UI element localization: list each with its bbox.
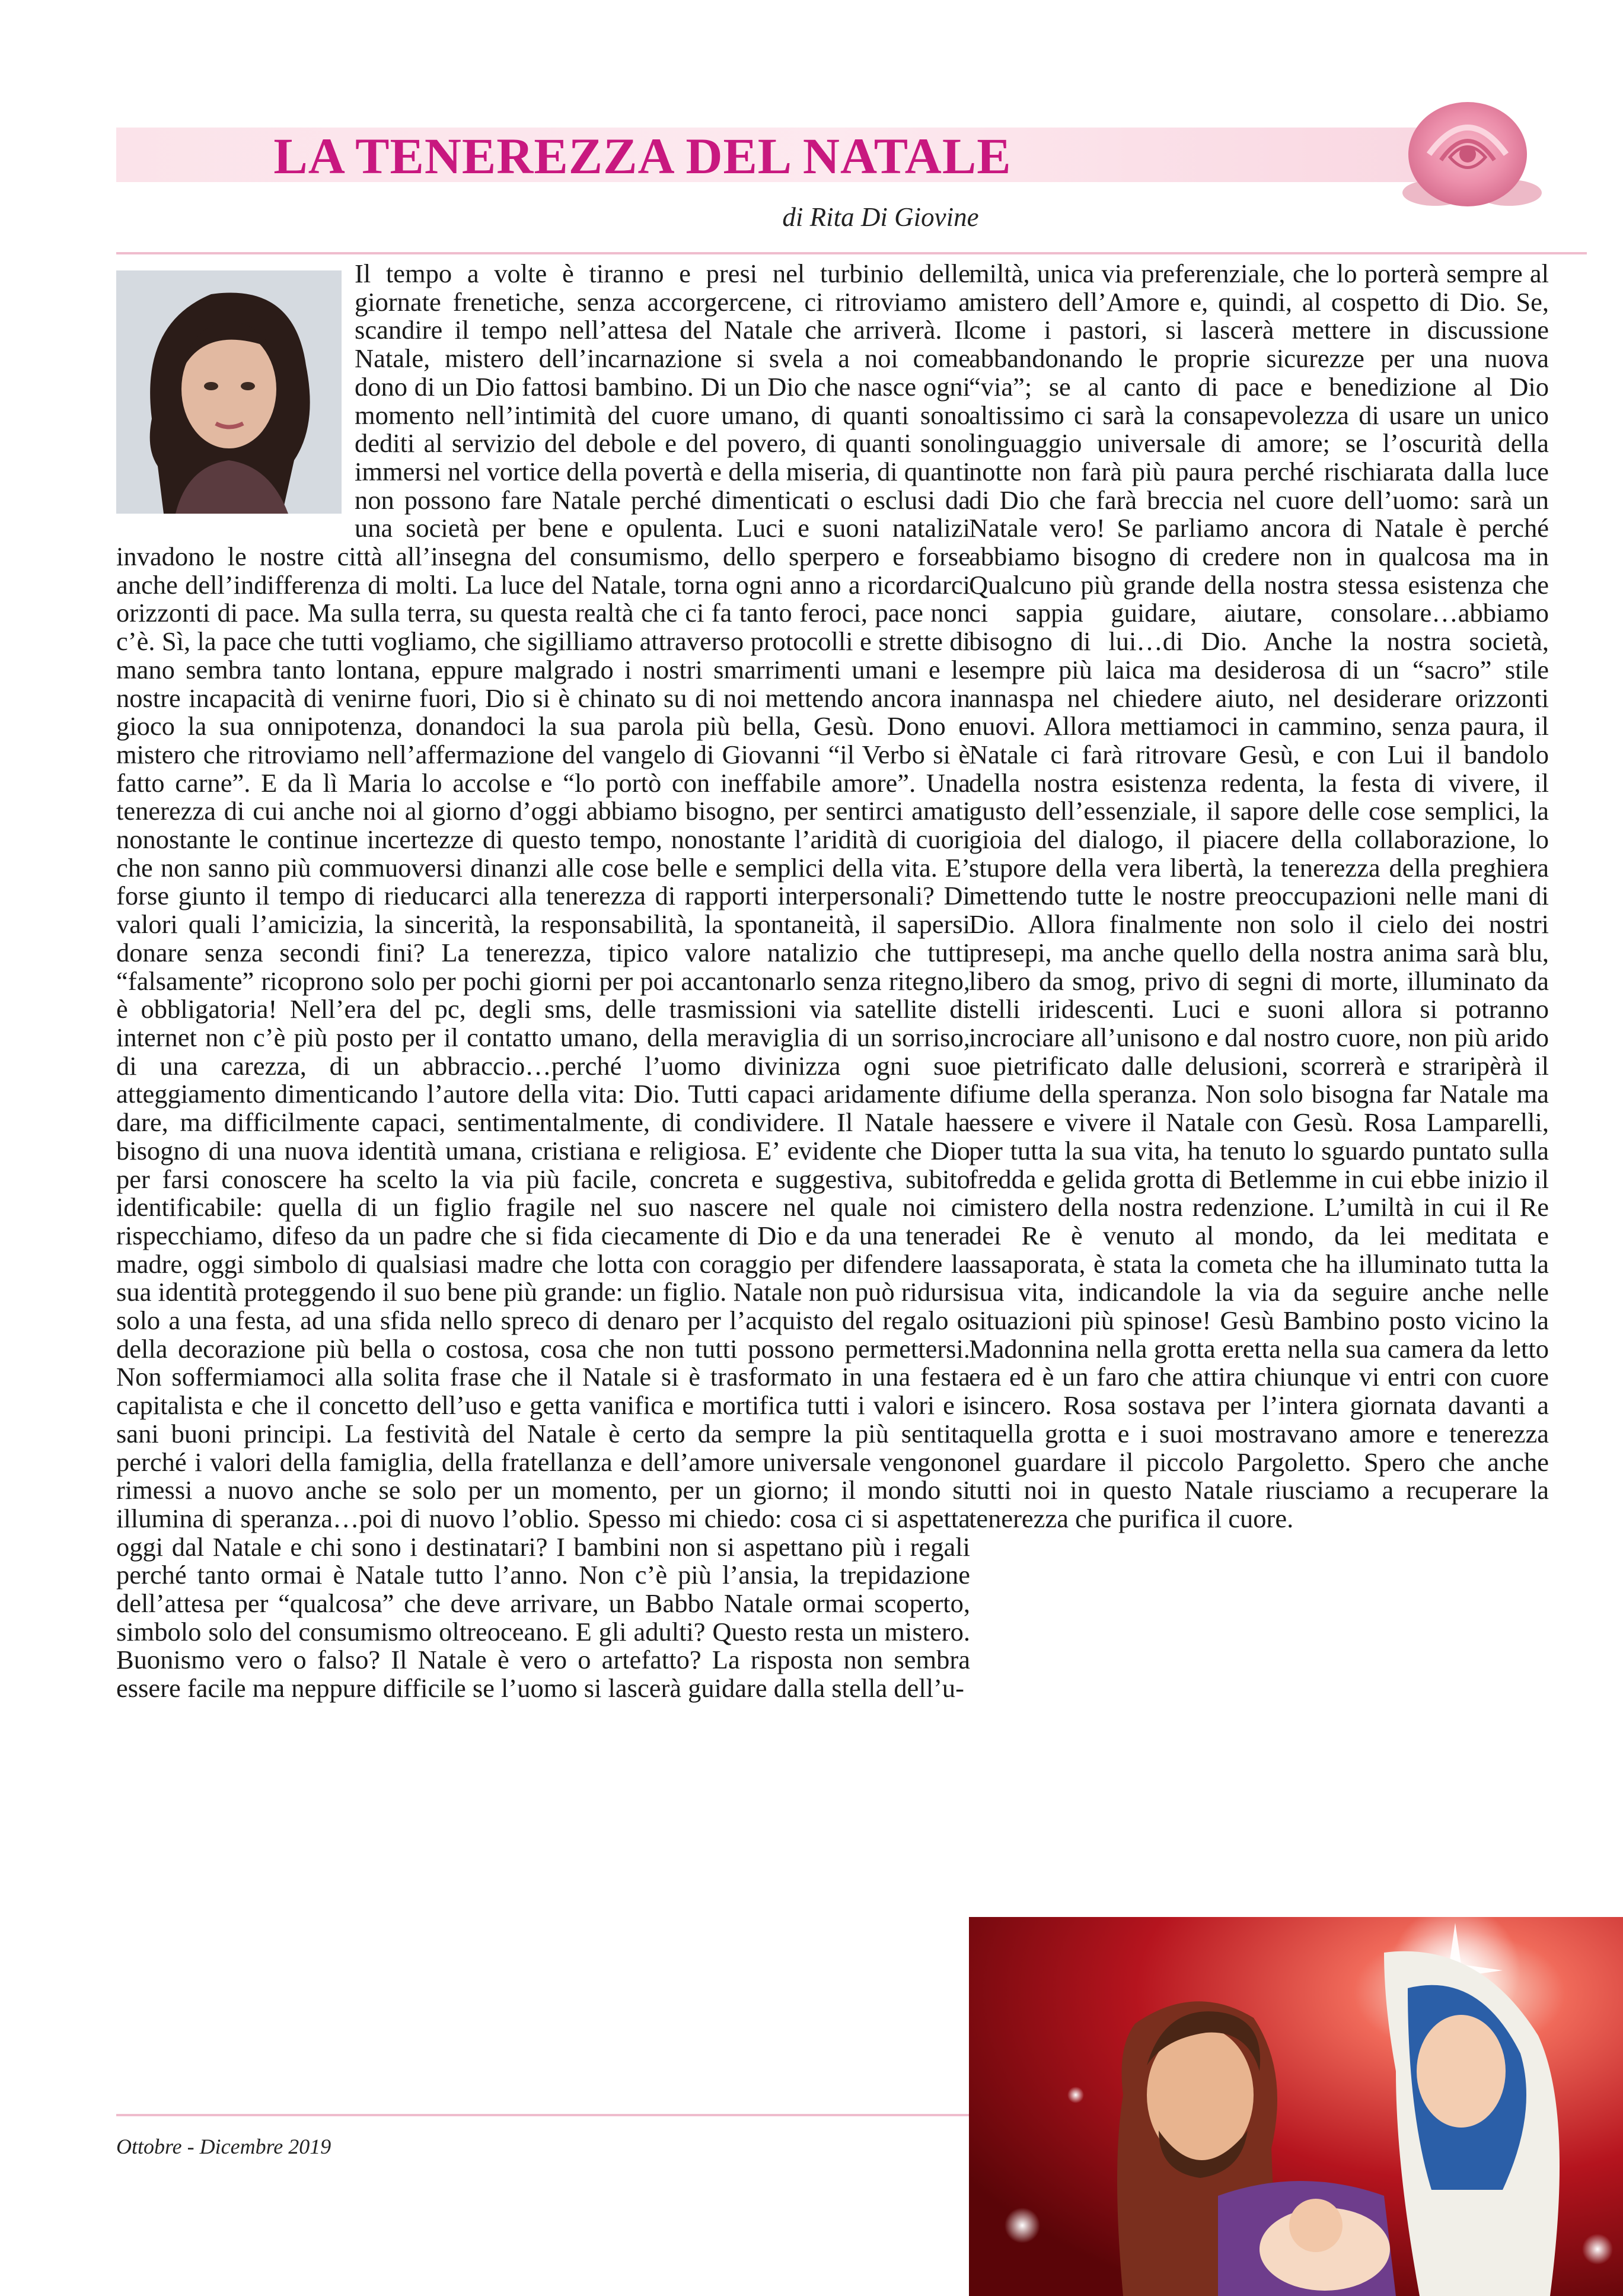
footer-divider xyxy=(116,2114,970,2116)
nativity-illustration xyxy=(969,1917,1623,2296)
article-column-left xyxy=(116,260,970,1703)
rose-icon xyxy=(1388,89,1548,219)
article-text-left: Il tempo a volte è tiranno e presi nel turbinio delle giornate frenetiche, senza accorgercene, ci ritroviamo a scandire il tempo nell’attesa del Natale che arriverà. Il Natale, mistero dell’incarnazione si svela a noi come dono di un Dio fattosi bambino. Di un Dio che nasce ogni momento nell’intimità del cuore umano, di quanti sono dediti al servizio del debole e del povero, di quanti sono immersi nel vortice della povertà e della miseria, di quanti non possono fare Natale perché dimenticati o esclusi da una società per bene e opulenta. Luci e suoni natalizi invadono le nostre città all’insegna del consumismo, dello sperpero e forse anche dell’indifferenza di molti. La luce del Natale, torna ogni anno a ricordarci orizzonti di pace. Ma sulla terra, su questa realtà che ci fa tanto feroci, pace non c’è. Sì, la pace che tutti vogliamo, che sigilliamo attraverso protocolli e strette di mano sembra tanto lontana, eppure malgrado i nostri smarrimenti umani e le nostre incapacità di venirne fuori, Dio si è chinato su di noi mettendo ancora in gioco la sua onnipotenza, donandoci la sua parola più bella, Gesù. Dono e mistero che ritroviamo nell’affermazione del vangelo di Giovanni “il Verbo si è fatto carne”. E da lì Maria lo accolse e “lo portò con ineffabile amore”. Una tenerezza di cui anche noi al giorno d’oggi abbiamo bisogno, per sentirci amati nonostante le continue incertezze di questo tempo, nonostante l’aridità di cuori che non sanno più commuoversi dinanzi alle cose belle e semplici della vita. E’ forse giunto il tempo di rieducarci alla tenerezza di rapporti interpersonali? Di valori quali l’amicizia, la sincerità, la responsabilità, la spontaneità, il sapersi donare senza secondi fini? La tenerezza, tipico valore natalizio che tutti “falsamente” ricoprono solo per pochi giorni per poi accantonarlo senza ritegno, è obbligatoria! Nell’era del pc, degli sms, delle trasmissioni via satellite di internet non c’è più posto per il contatto umano, della meraviglia di un sorriso, di una carezza, di un abbraccio…perché l’uomo divinizza ogni suo atteggiamento dimenticando l’autore della vita: Dio. Tutti capaci aridamente di dare, ma difficilmente capaci, sentimentalmente, di condividere. Il Natale ha bisogno di una nuova identità umana, cristiana e religiosa. E’ evidente che Dio per farsi conoscere ha scelto la via più facile, concreta e suggestiva, subito identificabile: quella di un figlio fragile nel suo nascere nel quale noi ci rispecchiamo, difeso da un padre che si fida ciecamente di Dio e da una tenera madre, oggi simbolo di qualsiasi madre che lotta con coraggio per difendere la sua identità proteggendo il suo bene più grande: un figlio. Natale non può ridursi solo a una festa, ad una sfida nello spreco di denaro per l’acquisto del regalo o della decorazione più bella o costosa, cosa che non tutti possono permettersi. Non soffermiamoci alla solita frase che il Natale si è trasformato in una festa capitalista e che il concetto dell’uso e getta vanifica e mortifica tutti i valori e i sani buoni principi. La festività del Natale è certo da sempre la più sentita perché i valori della famiglia, della fratellanza e dell’amore universale vengono rimessi a nuovo anche se solo per un momento, per un giorno; il mondo si illumina di speranza…poi di nuovo l’oblio. Spesso mi chiedo: cosa ci si aspetta oggi dal Natale e chi sono i destinatari? I bambini non si aspettano più i regali perché tanto ormai è Natale tutto l’anno. Non c’è più l’ansia, la trepidazione dell’attesa per “qualcosa” che deve arrivare, un Babbo Natale ormai scoperto, simbolo solo del consumismo oltreoceano. E gli adulti? Questo resta un mistero. Buonismo vero o falso? Il Natale è vero o artefatto? La risposta non sembra essere facile ma neppure difficile se l’uomo si lascerà guidare dalla stella dell’u- xyxy=(116,259,970,1703)
article-text-right: miltà, unica via preferenziale, che lo porterà sempre al mistero dell’Amore e, quindi, al cospetto di Dio. Se, come i pastori, si lascerà mettere in discussione abbandonando le proprie sicurezze per una nuova “via”; se al canto di pace e benedizione al Dio altissimo ci sarà la consapevolezza di usare un unico linguaggio universale di amore; se l’oscurità della notte non farà più paura perché rischiarata dalla luce di Dio che farà breccia nel cuore dell’uomo: sarà un Natale vero! Se parliamo ancora di Natale è perché abbiamo bisogno di credere non in qualcosa ma in Qualcuno più grande della nostra stessa esistenza che ci sappia guidare, aiutare, consolare…abbiamo bisogno di lui…di Dio. Anche la nostra società, sempre più laica ma desiderosa di un “sacro” stile annaspa nel chiedere aiuto, nel desiderare orizzonti nuovi. Allora mettiamoci in cammino, senza paura, il Natale ci farà ritrovare Gesù, e con Lui il bandolo della nostra esistenza redenta, la festa di vivere, il gusto dell’essenziale, il sapore delle cose semplici, la gioia del dialogo, il piacere della collaborazione, lo stupore della vera libertà, la tenerezza della preghiera mettendo tutte le nostre preoccupazioni nelle mani di Dio. Allora finalmente non solo il cielo dei nostri presepi, ma anche quello della nostra anima sarà blu, libero da smog, privo di segni di morte, illuminato da stelli iridescenti. Luci e suoni allora si potranno incrociare all’unisono e dal nostro cuore, non più arido e pietrificato dalle delusioni, scorrerà e straripèrà il fiume della speranza. Non solo bisogna far Natale ma essere e vivere il Natale con Gesù. Rosa Lamparelli, per tutta la sua vita, ha tenuto lo sguardo puntato sulla fredda e gelida grotta di Betlemme in cui ebbe inizio il mistero della nostra redenzione. L’umiltà in cui il Re dei Re è venuto al mondo, da lei meditata e assaporata, è stata la cometa che ha illuminato tutta la sua vita, indicandole la via da seguire anche nelle situazioni più spinose! Gesù Bambino posto vicino la Madonnina nella grotta eretta nella sua camera da letto era ed è un faro che attira chiunque vi entri con cuore sincero. Rosa sostava per l’intera giornata davanti a quella grotta e i suoi mostravano amore e tenerezza nel guardare il piccolo Pargoletto. Spero che anche tutti noi in questo Natale riusciamo a recuperare la tenerezza che purifica il cuore. xyxy=(969,259,1549,1533)
article-title: LA TENEREZZA DEL NATALE xyxy=(273,128,1012,184)
header-divider xyxy=(116,252,1587,254)
photo-spacer xyxy=(116,260,355,516)
author-byline: di Rita Di Giovine xyxy=(782,202,979,232)
issue-date: Ottobre - Dicembre 2019 xyxy=(116,2135,331,2158)
article-column-right xyxy=(969,260,1549,1533)
